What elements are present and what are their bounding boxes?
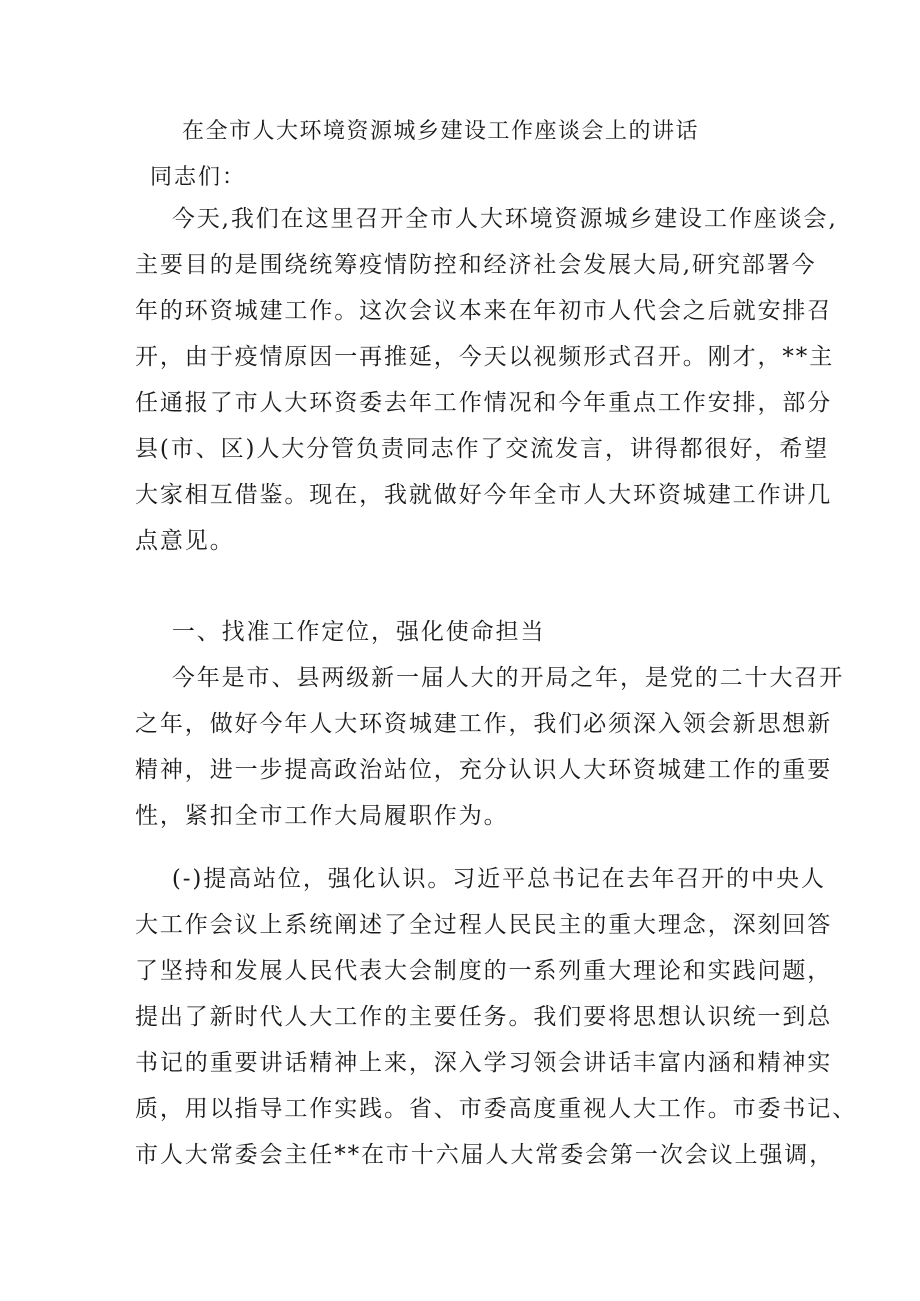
- salutation: 同志们：: [150, 165, 247, 190]
- paragraph-line: 年的环资城建工作。这次会议本来在年初市人代会之后就安排召: [135, 298, 833, 324]
- section-heading: 一、找准工作定位，强化使命担当: [135, 619, 546, 645]
- paragraph-line: 质，用以指导工作实践。省、市委高度重视人大工作。市委书记、: [135, 1096, 858, 1122]
- paragraph-line: 性，紧扣全市工作大局履职作为。: [135, 803, 509, 829]
- paragraph-subsection-one: [135, 856, 858, 1178]
- paragraph-line: 点意见。: [135, 528, 235, 554]
- paragraph-section-one: [135, 655, 845, 839]
- paragraph-line: 开，由于疫情原因一再推延，今天以视频形式召开。刚才，**主: [135, 344, 835, 370]
- paragraph-line: 县(市、区)人大分管负责同志作了交流发言，讲得都很好，希望: [135, 436, 830, 462]
- paragraph-line: 今年是市、县两级新一届人大的开局之年，是党的二十大召开: [135, 665, 845, 691]
- paragraph-line: 精神，进一步提高政治站位，充分认识人大环资城建工作的重要: [135, 757, 833, 783]
- paragraph-line: 提出了新时代人大工作的主要任务。我们要将思想认识统一到总: [135, 1004, 833, 1030]
- document-title: 在全市人大环境资源城乡建设工作座谈会上的讲话: [182, 119, 700, 144]
- paragraph-line: 任通报了市人大环资委去年工作情况和今年重点工作安排，部分: [135, 390, 833, 416]
- paragraph-line: 了坚持和发展人民代表大会制度的一系列重大理论和实践问题，: [135, 958, 833, 984]
- paragraph-line: 大工作会议上系统阐述了全过程人民民主的重大理念，深刻回答: [135, 912, 833, 938]
- paragraph-line: 今天,我们在这里召开全市人大环境资源城乡建设工作座谈会,: [135, 206, 838, 232]
- section-heading-one: [135, 609, 795, 655]
- paragraph-line: 主要目的是围绕统筹疫情防控和经济社会发展大局,研究部署今: [135, 252, 817, 278]
- paragraph-line: 书记的重要讲话精神上来，深入学习领会讲话丰富内涵和精神实: [135, 1050, 833, 1076]
- paragraph-line: (-)提高站位，强化认识。习近平总书记在去年召开的中央人: [135, 866, 826, 892]
- paragraph-opening: [135, 196, 838, 564]
- paragraph-line: 市人大常委会主任**在市十六届人大常委会第一次会议上强调，: [135, 1142, 835, 1168]
- paragraph-line: 之年，做好今年人大环资城建工作，我们必须深入领会新思想新: [135, 711, 833, 737]
- paragraph-line: 大家相互借鉴。现在，我就做好今年全市人大环资城建工作讲几: [135, 482, 833, 508]
